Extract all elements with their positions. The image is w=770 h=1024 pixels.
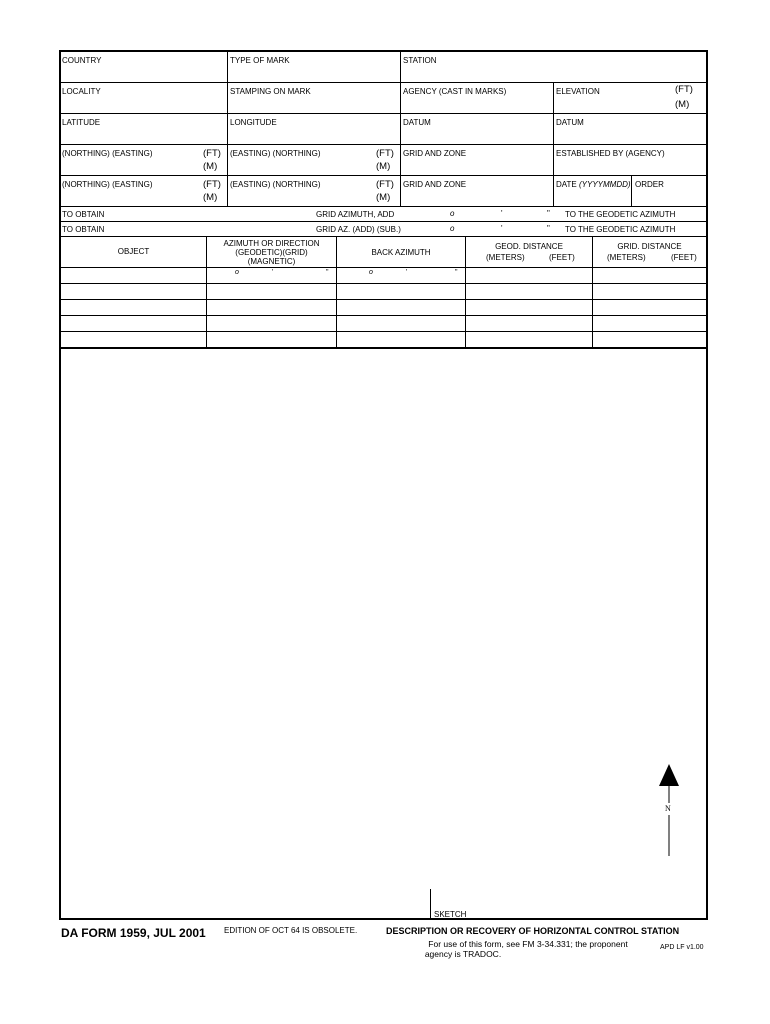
established-by-label: ESTABLISHED BY (AGENCY) bbox=[556, 149, 665, 158]
m-label: (M) bbox=[675, 99, 690, 110]
station-label: STATION bbox=[403, 56, 437, 65]
second-symbol: " bbox=[547, 224, 550, 233]
table-row[interactable] bbox=[61, 300, 706, 315]
form-id: DA FORM 1959, JUL 2001 bbox=[61, 926, 206, 940]
northing-easting-label: (NORTHING) (EASTING) bbox=[62, 149, 153, 158]
easting-northing-field-2[interactable] bbox=[229, 176, 399, 206]
divider bbox=[400, 50, 401, 206]
ft-label: (FT) bbox=[376, 148, 394, 159]
elevation-label: ELEVATION bbox=[556, 87, 600, 96]
object-header: OBJECT bbox=[117, 247, 150, 256]
order-label: ORDER bbox=[635, 180, 664, 189]
easting-northing-label: (EASTING) (NORTHING) bbox=[230, 180, 321, 189]
country-label: COUNTRY bbox=[62, 56, 102, 65]
minute-symbol: ' bbox=[272, 269, 274, 276]
sketch-label: SKETCH bbox=[434, 910, 467, 919]
type-of-mark-label: TYPE OF MARK bbox=[230, 56, 290, 65]
m-label: (M) bbox=[376, 192, 391, 203]
to-obtain-label: TO OBTAIN bbox=[62, 225, 105, 234]
agency-label: AGENCY (CAST IN MARKS) bbox=[403, 87, 507, 96]
elevation-field[interactable] bbox=[555, 83, 706, 113]
datum-field[interactable] bbox=[402, 114, 552, 144]
degree-symbol: o bbox=[369, 269, 373, 276]
grid-distance-header: GRID. DISTANCE bbox=[617, 242, 682, 251]
latitude-label: LATITUDE bbox=[62, 118, 101, 127]
date-field[interactable] bbox=[555, 176, 630, 206]
meters-label: (METERS) bbox=[607, 253, 646, 262]
feet-label: (FEET) bbox=[671, 253, 697, 262]
table-row[interactable] bbox=[61, 332, 706, 347]
divider bbox=[631, 175, 632, 206]
version-label: APD LF v1.00 bbox=[660, 944, 704, 951]
to-obtain-label: TO OBTAIN bbox=[62, 210, 105, 219]
grid-zone-label: GRID AND ZONE bbox=[403, 149, 467, 158]
grid-zone-label: GRID AND ZONE bbox=[403, 180, 467, 189]
divider bbox=[59, 347, 708, 349]
azimuth-header bbox=[207, 239, 336, 266]
divider bbox=[227, 50, 228, 206]
ft-label: (FT) bbox=[203, 179, 221, 190]
form-note bbox=[400, 939, 656, 959]
edition-note: EDITION OF OCT 64 IS OBSOLETE. bbox=[224, 926, 358, 935]
table-row[interactable] bbox=[61, 316, 706, 331]
date-label bbox=[556, 180, 631, 189]
established-by-field[interactable] bbox=[555, 145, 706, 175]
form-note-line: agency is TRADOC. bbox=[424, 949, 502, 959]
divider bbox=[553, 82, 554, 206]
country-field[interactable] bbox=[61, 52, 226, 82]
azimuth-row[interactable] bbox=[61, 207, 706, 221]
divider bbox=[430, 889, 431, 920]
azimuth-row[interactable] bbox=[61, 222, 706, 236]
geodetic-azimuth-label: TO THE GEODETIC AZIMUTH bbox=[565, 225, 676, 234]
form-note-line: For use of this form, see FM 3-34.331; the proponent bbox=[428, 939, 628, 949]
ft-label: (FT) bbox=[376, 179, 394, 190]
longitude-label: LONGITUDE bbox=[230, 118, 277, 127]
stamping-label: STAMPING ON MARK bbox=[230, 87, 311, 96]
station-field[interactable] bbox=[402, 52, 706, 82]
geod-distance-header: GEOD. DISTANCE bbox=[495, 242, 563, 251]
datum-label: DATUM bbox=[403, 118, 431, 127]
m-label: (M) bbox=[376, 161, 391, 172]
back-azimuth-header: BACK AZIMUTH bbox=[371, 248, 431, 257]
locality-label: LOCALITY bbox=[62, 87, 101, 96]
north-label: N bbox=[665, 804, 671, 813]
table-row[interactable] bbox=[61, 284, 706, 299]
date-format-label: (YYYYMMDD) bbox=[578, 180, 631, 189]
second-symbol: " bbox=[547, 209, 550, 218]
sketch-area[interactable] bbox=[61, 350, 706, 918]
table-row[interactable] bbox=[61, 268, 706, 283]
minute-symbol: ' bbox=[406, 269, 408, 276]
datum-label: DATUM bbox=[556, 118, 584, 127]
divider bbox=[59, 236, 708, 237]
minute-symbol: ' bbox=[501, 224, 503, 233]
m-label: (M) bbox=[203, 192, 218, 203]
order-field[interactable] bbox=[633, 176, 706, 206]
easting-northing-label: (EASTING) (NORTHING) bbox=[230, 149, 321, 158]
easting-northing-field[interactable] bbox=[229, 145, 399, 175]
m-label: (M) bbox=[203, 161, 218, 172]
ft-label: (FT) bbox=[675, 84, 693, 95]
grid-azimuth-add-label: GRID AZIMUTH, ADD bbox=[316, 210, 395, 219]
grid-az-add-sub-label: GRID AZ. (ADD) (SUB.) bbox=[316, 225, 401, 234]
geodetic-azimuth-label: TO THE GEODETIC AZIMUTH bbox=[565, 210, 676, 219]
degree-symbol: o bbox=[450, 209, 455, 218]
locality-field[interactable] bbox=[61, 83, 226, 113]
minute-symbol: ' bbox=[501, 209, 503, 218]
type-of-mark-field[interactable] bbox=[229, 52, 399, 82]
longitude-field[interactable] bbox=[229, 114, 399, 144]
azimuth-header-line: AZIMUTH OR DIRECTION bbox=[223, 239, 320, 248]
ft-label: (FT) bbox=[203, 148, 221, 159]
latitude-field[interactable] bbox=[61, 114, 226, 144]
degree-symbol: o bbox=[235, 269, 239, 276]
degree-symbol: o bbox=[450, 224, 455, 233]
feet-label: (FEET) bbox=[549, 253, 575, 262]
agency-field[interactable] bbox=[402, 83, 552, 113]
northing-easting-label: (NORTHING) (EASTING) bbox=[62, 180, 153, 189]
azimuth-header-line: (GEODETIC)(GRID) bbox=[235, 248, 308, 257]
meters-label: (METERS) bbox=[486, 253, 525, 262]
grid-zone-field-2[interactable] bbox=[402, 176, 552, 206]
second-symbol: " bbox=[455, 269, 458, 276]
grid-zone-field[interactable] bbox=[402, 145, 552, 175]
second-symbol: " bbox=[326, 269, 329, 276]
northing-easting-field-2[interactable] bbox=[61, 176, 226, 206]
northing-easting-field[interactable] bbox=[61, 145, 226, 175]
stamping-field[interactable] bbox=[229, 83, 399, 113]
azimuth-header-line: (MAGNETIC) bbox=[247, 257, 296, 266]
date-label-text: DATE bbox=[556, 180, 577, 189]
form-description: DESCRIPTION OR RECOVERY OF HORIZONTAL CONTROL STATION bbox=[386, 926, 680, 936]
datum-field-2[interactable] bbox=[555, 114, 706, 144]
